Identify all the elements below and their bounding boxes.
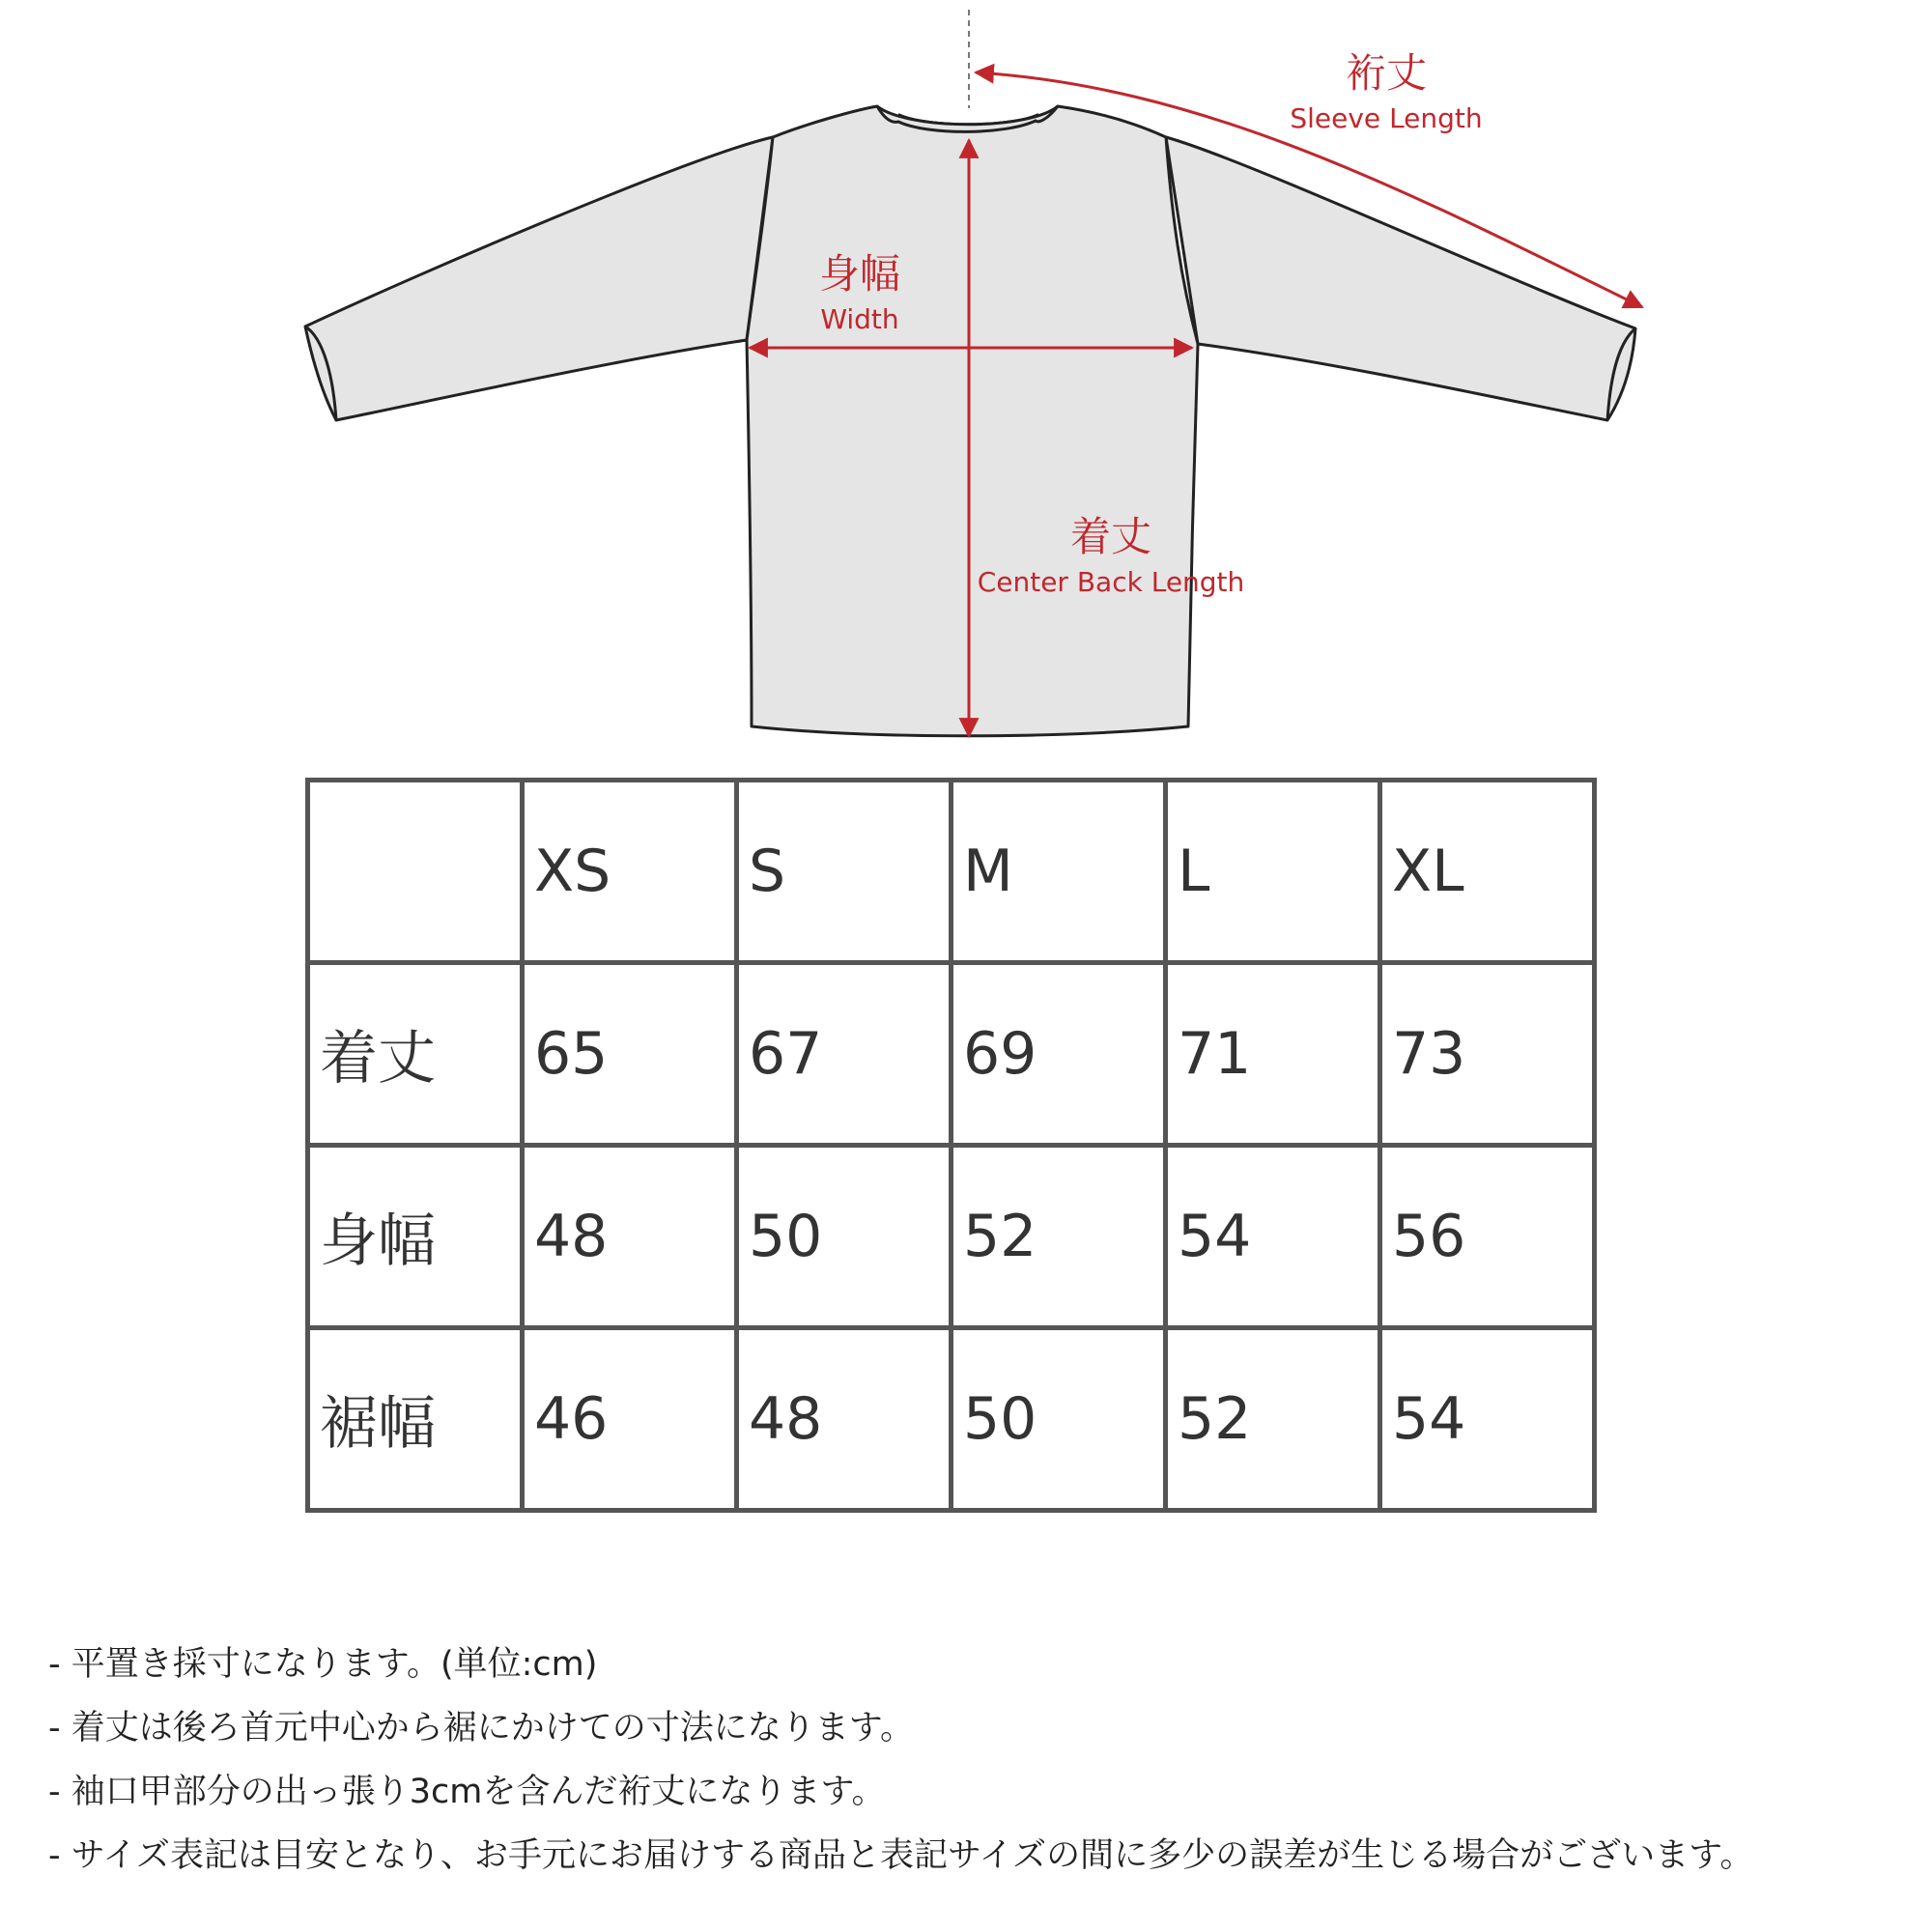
header-cell-l: L: [1166, 781, 1380, 963]
note-line: - 着丈は後ろ首元中心から裾にかけての寸法になります。: [48, 1709, 914, 1747]
table-cell: 69: [952, 963, 1166, 1146]
table-cell: 54: [1380, 1328, 1595, 1511]
left-sleeve: [305, 137, 773, 420]
right-sleeve: [1166, 137, 1635, 420]
sleeve-length-label-jp: 裄丈: [1345, 49, 1428, 97]
header-cell-m: M: [952, 781, 1166, 963]
length-label-en: Center Back Length: [977, 566, 1245, 598]
header-cell-empty: [308, 781, 523, 963]
table-cell: 52: [952, 1146, 1166, 1328]
header-cell-xs: XS: [523, 781, 737, 963]
size-chart-table: [305, 778, 1597, 1513]
notes-list: [48, 1633, 1753, 1888]
note-line: - 袖口甲部分の出っ張り3cmを含んだ裄丈になります。: [48, 1773, 886, 1811]
table-cell: 67: [737, 963, 952, 1146]
row-label: 身幅: [308, 1146, 523, 1328]
shirt-measurement-diagram: [0, 0, 1932, 763]
table-cell: 50: [952, 1328, 1166, 1511]
length-label-jp: 着丈: [1069, 513, 1152, 560]
table-row: [308, 963, 1595, 1146]
sleeve-length-label-en: Sleeve Length: [1290, 102, 1483, 134]
table-cell: 54: [1166, 1146, 1380, 1328]
table-header-row: [308, 781, 1595, 963]
header-cell-s: S: [737, 781, 952, 963]
table-row: [308, 1328, 1595, 1511]
width-label-jp: 身幅: [818, 250, 901, 298]
width-label-en: Width: [820, 303, 899, 335]
table-cell: 46: [523, 1328, 737, 1511]
table-cell: 65: [523, 963, 737, 1146]
table-cell: 48: [737, 1328, 952, 1511]
shirt-body: [747, 106, 1198, 736]
table-cell: 73: [1380, 963, 1595, 1146]
header-cell-xl: XL: [1380, 781, 1595, 963]
table-cell: 48: [523, 1146, 737, 1328]
row-label: 着丈: [308, 963, 523, 1146]
note-line: - サイズ表記は目安となり、お手元にお届けする商品と表記サイズの間に多少の誤差が生じる場合がございます。: [48, 1836, 1754, 1875]
table-cell: 56: [1380, 1146, 1595, 1328]
table-cell: 52: [1166, 1328, 1380, 1511]
table-cell: 71: [1166, 963, 1380, 1146]
row-label: 裾幅: [308, 1328, 523, 1511]
note-line: - 平置き採寸になります。(単位:cm): [48, 1645, 598, 1684]
table-cell: 50: [737, 1146, 952, 1328]
table-row: [308, 1146, 1595, 1328]
